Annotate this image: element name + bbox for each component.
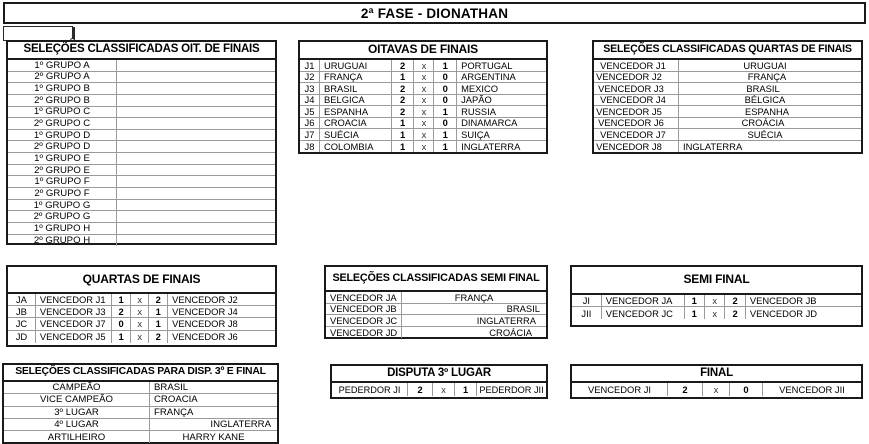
panel-title-final-standings: SELEÇÕES CLASSIFICADAS PARA DISP. 3º E FINAL bbox=[4, 365, 277, 382]
match-id[interactable]: JII bbox=[572, 307, 602, 319]
score-separator[interactable]: x bbox=[131, 306, 150, 318]
away-score[interactable]: 1 bbox=[434, 60, 457, 72]
home-team[interactable]: COLOMBIA bbox=[320, 141, 392, 153]
panel-title-third-place: DISPUTA 3º LUGAR bbox=[332, 366, 546, 383]
home-score[interactable]: 1 bbox=[112, 294, 131, 306]
slot-label[interactable]: 1º GRUPO B bbox=[8, 83, 117, 95]
slot-label[interactable]: ARTILHEIRO bbox=[4, 431, 150, 443]
panel-title-round16: OITAVAS DE FINAIS bbox=[300, 42, 546, 60]
home-score[interactable]: 2 bbox=[392, 60, 415, 72]
match-id[interactable]: JC bbox=[8, 318, 36, 330]
match-id[interactable]: J4 bbox=[300, 95, 320, 107]
away-team[interactable]: VENCEDOR J4 bbox=[168, 306, 275, 318]
home-score[interactable]: 1 bbox=[685, 307, 705, 319]
score-separator[interactable]: x bbox=[705, 295, 725, 307]
table-row bbox=[594, 95, 861, 107]
home-score[interactable]: 1 bbox=[685, 295, 705, 307]
team-value[interactable]: BÉLGICA bbox=[679, 95, 861, 107]
home-score[interactable]: 2 bbox=[112, 306, 131, 318]
score-separator[interactable]: x bbox=[414, 118, 434, 130]
away-score[interactable]: 0 bbox=[730, 383, 763, 396]
panel-third-place bbox=[330, 364, 548, 399]
away-score[interactable]: 1 bbox=[455, 383, 477, 396]
table-row bbox=[300, 106, 546, 118]
team-value[interactable] bbox=[117, 118, 275, 130]
table-row bbox=[8, 153, 275, 165]
panel-final-standings bbox=[2, 363, 279, 444]
team-value[interactable]: BRASIL bbox=[150, 382, 277, 394]
table-row bbox=[4, 382, 277, 394]
score-separator[interactable]: x bbox=[131, 318, 150, 330]
away-score[interactable]: 1 bbox=[434, 129, 457, 141]
score-separator[interactable]: x bbox=[414, 141, 434, 153]
team-value[interactable]: BRASIL bbox=[679, 83, 861, 95]
score-separator[interactable]: x bbox=[414, 72, 434, 84]
score-separator[interactable]: x bbox=[414, 129, 434, 141]
home-team[interactable]: VENCEDOR JI bbox=[572, 383, 668, 396]
team-value[interactable]: FRANÇA bbox=[402, 292, 546, 304]
away-score[interactable]: 2 bbox=[149, 331, 168, 343]
table-row bbox=[300, 72, 546, 84]
home-score[interactable]: 2 bbox=[408, 383, 433, 396]
table-row bbox=[594, 60, 861, 72]
slot-label[interactable]: 2º GRUPO C bbox=[8, 118, 117, 130]
semifinal-rows bbox=[572, 295, 861, 319]
slot-label[interactable]: 1º GRUPO F bbox=[8, 176, 117, 188]
home-team[interactable]: PEDERDOR JI bbox=[332, 383, 408, 396]
table-row bbox=[8, 188, 275, 200]
home-team[interactable]: SUÉCIA bbox=[320, 129, 392, 141]
table-row bbox=[4, 431, 277, 443]
slot-label[interactable]: VENCEDOR J5 bbox=[594, 106, 679, 118]
table-row bbox=[594, 83, 861, 95]
away-team[interactable]: JAPÃO bbox=[457, 95, 546, 107]
qualified-quarters-rows bbox=[594, 60, 861, 152]
slot-label[interactable]: 2º GRUPO B bbox=[8, 95, 117, 107]
panel-qualified-semis bbox=[324, 265, 548, 339]
slot-label[interactable]: VENCEDOR JC bbox=[326, 315, 402, 327]
away-score[interactable]: 2 bbox=[725, 307, 745, 319]
team-value[interactable]: CROACIA bbox=[150, 394, 277, 406]
home-team[interactable]: VENCEDOR J1 bbox=[36, 294, 112, 306]
match-id[interactable]: J5 bbox=[300, 106, 320, 118]
home-score[interactable]: 0 bbox=[112, 318, 131, 330]
team-value[interactable] bbox=[117, 176, 275, 188]
team-value[interactable]: INGLATERRA bbox=[150, 419, 277, 431]
team-value[interactable]: URUGUAI bbox=[679, 60, 861, 72]
table-row bbox=[4, 407, 277, 419]
table-row bbox=[8, 318, 275, 330]
match-id[interactable]: JA bbox=[8, 294, 36, 306]
table-row bbox=[8, 107, 275, 119]
away-score[interactable]: 2 bbox=[149, 294, 168, 306]
slot-label[interactable]: VENCEDOR JA bbox=[326, 292, 402, 304]
table-row bbox=[8, 72, 275, 84]
table-row bbox=[300, 60, 546, 72]
table-row bbox=[8, 235, 275, 247]
panel-title-qualified-round16: SELEÇÕES CLASSIFICADAS OIT. DE FINAIS bbox=[8, 42, 275, 60]
team-value[interactable]: HARRY KANE bbox=[182, 431, 245, 443]
match-id[interactable]: J8 bbox=[300, 141, 320, 153]
quarters-rows bbox=[8, 294, 275, 343]
match-id[interactable]: J2 bbox=[300, 72, 320, 84]
match-id[interactable]: JI bbox=[572, 295, 602, 307]
team-value[interactable] bbox=[117, 83, 275, 95]
home-score[interactable]: 1 bbox=[392, 118, 415, 130]
table-row bbox=[594, 141, 861, 153]
away-team[interactable]: PORTUGAL bbox=[457, 60, 546, 72]
away-team[interactable]: ARGENTINA bbox=[457, 72, 546, 84]
away-team[interactable]: MEXICO bbox=[457, 83, 546, 95]
slot-label[interactable]: VENCEDOR J7 bbox=[594, 129, 679, 141]
team-value[interactable] bbox=[117, 200, 275, 212]
slot-label[interactable]: 2º GRUPO H bbox=[8, 235, 117, 247]
away-team[interactable]: VENCEDOR JII bbox=[779, 384, 845, 395]
team-value[interactable]: FRANÇA bbox=[679, 72, 861, 84]
table-row bbox=[594, 106, 861, 118]
slot-label[interactable]: VENCEDOR J2 bbox=[594, 72, 679, 84]
table-row bbox=[326, 315, 546, 327]
team-value[interactable] bbox=[117, 223, 275, 235]
team-value[interactable] bbox=[117, 165, 275, 177]
away-score[interactable]: 0 bbox=[434, 72, 457, 84]
table-row bbox=[8, 130, 275, 142]
table-row bbox=[8, 95, 275, 107]
slot-label[interactable]: 2º GRUPO E bbox=[8, 165, 117, 177]
away-team[interactable]: DINAMARCA bbox=[457, 118, 546, 130]
table-row bbox=[8, 223, 275, 235]
round16-rows bbox=[300, 60, 546, 152]
team-value[interactable] bbox=[117, 72, 275, 84]
away-team[interactable]: SUIÇA bbox=[457, 129, 546, 141]
table-row bbox=[326, 327, 546, 339]
home-team[interactable]: BELGICA bbox=[320, 95, 392, 107]
away-score[interactable]: 2 bbox=[725, 295, 745, 307]
match-id[interactable]: J3 bbox=[300, 83, 320, 95]
team-value[interactable]: INGLATERRA bbox=[402, 315, 546, 327]
table-row bbox=[572, 307, 861, 319]
away-team[interactable]: INGLATERRA bbox=[461, 140, 521, 152]
home-team[interactable]: FRANÇA bbox=[320, 72, 392, 84]
away-score[interactable]: 0 bbox=[434, 95, 457, 107]
match-id[interactable]: J7 bbox=[300, 129, 320, 141]
panel-semifinal bbox=[570, 265, 863, 327]
slot-label[interactable]: 3º LUGAR bbox=[4, 407, 150, 419]
score-separator[interactable]: x bbox=[131, 331, 150, 343]
score-separator[interactable]: x bbox=[414, 95, 434, 107]
score-separator[interactable]: x bbox=[414, 60, 434, 72]
score-separator[interactable]: x bbox=[414, 83, 434, 95]
selected-cell[interactable] bbox=[3, 26, 73, 41]
panel-title-qualified-quarters: SELEÇÕES CLASSIFICADAS QUARTAS DE FINAIS bbox=[594, 42, 861, 60]
away-team[interactable]: VENCEDOR J8 bbox=[168, 318, 275, 330]
table-row bbox=[8, 176, 275, 188]
score-separator[interactable]: x bbox=[131, 294, 150, 306]
final-standings-rows bbox=[4, 382, 277, 443]
score-separator[interactable]: x bbox=[414, 106, 434, 118]
table-row bbox=[300, 95, 546, 107]
away-score[interactable]: 0 bbox=[434, 83, 457, 95]
away-score[interactable]: 1 bbox=[149, 306, 168, 318]
slot-label[interactable]: 2º GRUPO G bbox=[8, 211, 117, 223]
team-value[interactable] bbox=[117, 235, 275, 247]
panel-title-qualified-semis: SELEÇÕES CLASSIFICADAS SEMI FINAL bbox=[326, 267, 546, 292]
home-team[interactable]: ESPANHA bbox=[320, 106, 392, 118]
home-team[interactable]: VENCEDOR J3 bbox=[36, 306, 112, 318]
table-row bbox=[8, 331, 275, 343]
home-score[interactable]: 1 bbox=[392, 129, 415, 141]
page-title: 2ª FASE - DIONATHAN bbox=[3, 2, 866, 24]
away-score[interactable]: 0 bbox=[434, 118, 457, 130]
third-place-rows bbox=[332, 383, 546, 396]
slot-label[interactable]: 1º GRUPO A bbox=[8, 60, 117, 72]
slot-label[interactable]: VENCEDOR J4 bbox=[594, 95, 679, 107]
home-score[interactable]: 1 bbox=[392, 72, 415, 84]
slot-label[interactable]: VENCEDOR JD bbox=[326, 327, 402, 339]
home-team[interactable]: CROACIA bbox=[320, 118, 392, 130]
panel-title-quarters: QUARTAS DE FINAIS bbox=[8, 267, 275, 294]
table-row bbox=[300, 118, 546, 130]
qualified-semis-rows bbox=[326, 292, 546, 338]
team-value[interactable] bbox=[117, 188, 275, 200]
home-score[interactable]: 2 bbox=[392, 106, 415, 118]
slot-label[interactable]: 2º GRUPO F bbox=[8, 188, 117, 200]
table-row bbox=[8, 141, 275, 153]
final-rows bbox=[572, 383, 861, 396]
away-score[interactable]: 1 bbox=[434, 141, 457, 153]
panel-qualified-quarters bbox=[592, 40, 863, 154]
home-team[interactable]: BRASIL bbox=[320, 83, 392, 95]
table-row bbox=[4, 419, 277, 431]
home-team[interactable]: VENCEDOR JC bbox=[602, 307, 685, 319]
slot-label[interactable]: 1º GRUPO H bbox=[8, 223, 117, 235]
table-row bbox=[572, 383, 861, 396]
table-row bbox=[8, 60, 275, 72]
slot-label[interactable]: VENCEDOR JB bbox=[326, 304, 402, 316]
home-team[interactable]: URUGUAI bbox=[320, 60, 392, 72]
match-id[interactable]: JB bbox=[8, 306, 36, 318]
slot-label[interactable]: VENCEDOR J8 bbox=[594, 141, 679, 153]
slot-label[interactable]: 2º GRUPO A bbox=[8, 72, 117, 84]
team-value[interactable]: BRASIL bbox=[402, 304, 546, 316]
away-team[interactable]: VENCEDOR J6 bbox=[172, 331, 238, 343]
match-id[interactable]: J6 bbox=[300, 118, 320, 130]
home-score[interactable]: 2 bbox=[392, 83, 415, 95]
table-row bbox=[8, 306, 275, 318]
table-row bbox=[594, 118, 861, 130]
slot-label[interactable]: 4º LUGAR bbox=[4, 419, 150, 431]
slot-label[interactable]: VENCEDOR J1 bbox=[594, 60, 679, 72]
slot-label[interactable]: VENCEDOR J3 bbox=[594, 83, 679, 95]
table-row bbox=[8, 165, 275, 177]
table-row bbox=[572, 295, 861, 307]
team-value[interactable]: FRANÇA bbox=[150, 407, 277, 419]
team-value[interactable] bbox=[117, 211, 275, 223]
away-score[interactable]: 1 bbox=[434, 106, 457, 118]
panel-quarters bbox=[6, 265, 277, 347]
away-team[interactable]: VENCEDOR JD bbox=[749, 307, 818, 319]
slot-label[interactable]: 2º GRUPO D bbox=[8, 141, 117, 153]
panel-final bbox=[570, 364, 863, 399]
score-separator[interactable]: x bbox=[433, 383, 455, 396]
table-row bbox=[8, 83, 275, 95]
team-value[interactable] bbox=[117, 153, 275, 165]
table-row bbox=[594, 129, 861, 141]
home-score[interactable]: 1 bbox=[392, 141, 415, 153]
team-value[interactable]: SUÉCIA bbox=[679, 129, 861, 141]
slot-label[interactable]: 1º GRUPO E bbox=[8, 153, 117, 165]
match-id[interactable]: JD bbox=[8, 331, 36, 343]
table-row bbox=[332, 383, 546, 396]
team-value[interactable] bbox=[117, 130, 275, 142]
team-value[interactable]: CROÁCIA bbox=[489, 327, 532, 339]
away-team[interactable]: VENCEDOR J2 bbox=[168, 294, 275, 306]
slot-label[interactable]: 1º GRUPO D bbox=[8, 130, 117, 142]
table-row bbox=[300, 83, 546, 95]
panel-round16 bbox=[298, 40, 548, 154]
slot-label[interactable]: 1º GRUPO G bbox=[8, 200, 117, 212]
table-row bbox=[300, 129, 546, 141]
away-team[interactable]: VENCEDOR JB bbox=[746, 295, 861, 307]
team-value[interactable]: CROÁCIA bbox=[679, 118, 861, 130]
away-score[interactable]: 1 bbox=[149, 318, 168, 330]
table-row bbox=[8, 200, 275, 212]
slot-label[interactable]: VENCEDOR J6 bbox=[594, 118, 679, 130]
home-team[interactable]: VENCEDOR J7 bbox=[36, 318, 112, 330]
home-team[interactable]: VENCEDOR J5 bbox=[36, 331, 112, 343]
home-score[interactable]: 2 bbox=[668, 383, 703, 396]
score-separator[interactable]: x bbox=[703, 383, 730, 396]
slot-label[interactable]: 1º GRUPO C bbox=[8, 107, 117, 119]
table-row bbox=[4, 394, 277, 406]
team-value[interactable] bbox=[117, 107, 275, 119]
team-value[interactable]: ESPANHA bbox=[679, 106, 861, 118]
team-value[interactable]: INGLATERRA bbox=[683, 140, 743, 152]
home-team[interactable]: VENCEDOR JA bbox=[602, 295, 685, 307]
qualified-round16-rows bbox=[8, 60, 275, 246]
table-row bbox=[300, 141, 546, 153]
table-row bbox=[8, 211, 275, 223]
table-row bbox=[594, 72, 861, 84]
team-value[interactable] bbox=[117, 141, 275, 153]
team-value[interactable] bbox=[117, 95, 275, 107]
home-score[interactable]: 2 bbox=[392, 95, 415, 107]
away-team[interactable]: PEDERDOR JII bbox=[479, 384, 544, 395]
table-row bbox=[8, 118, 275, 130]
panel-title-final: FINAL bbox=[572, 366, 861, 383]
table-row bbox=[326, 304, 546, 316]
score-separator[interactable]: x bbox=[705, 307, 725, 319]
panel-title-semifinal: SEMI FINAL bbox=[572, 267, 861, 295]
match-id[interactable]: J1 bbox=[300, 60, 320, 72]
panel-qualified-round16 bbox=[6, 40, 277, 245]
team-value[interactable] bbox=[117, 60, 275, 72]
slot-label[interactable]: CAMPEÃO bbox=[4, 382, 150, 394]
away-team[interactable]: RUSSIA bbox=[457, 106, 546, 118]
home-score[interactable]: 1 bbox=[112, 331, 131, 343]
table-row bbox=[326, 292, 546, 304]
table-row bbox=[8, 294, 275, 306]
slot-label[interactable]: VICE CAMPEÃO bbox=[4, 394, 150, 406]
